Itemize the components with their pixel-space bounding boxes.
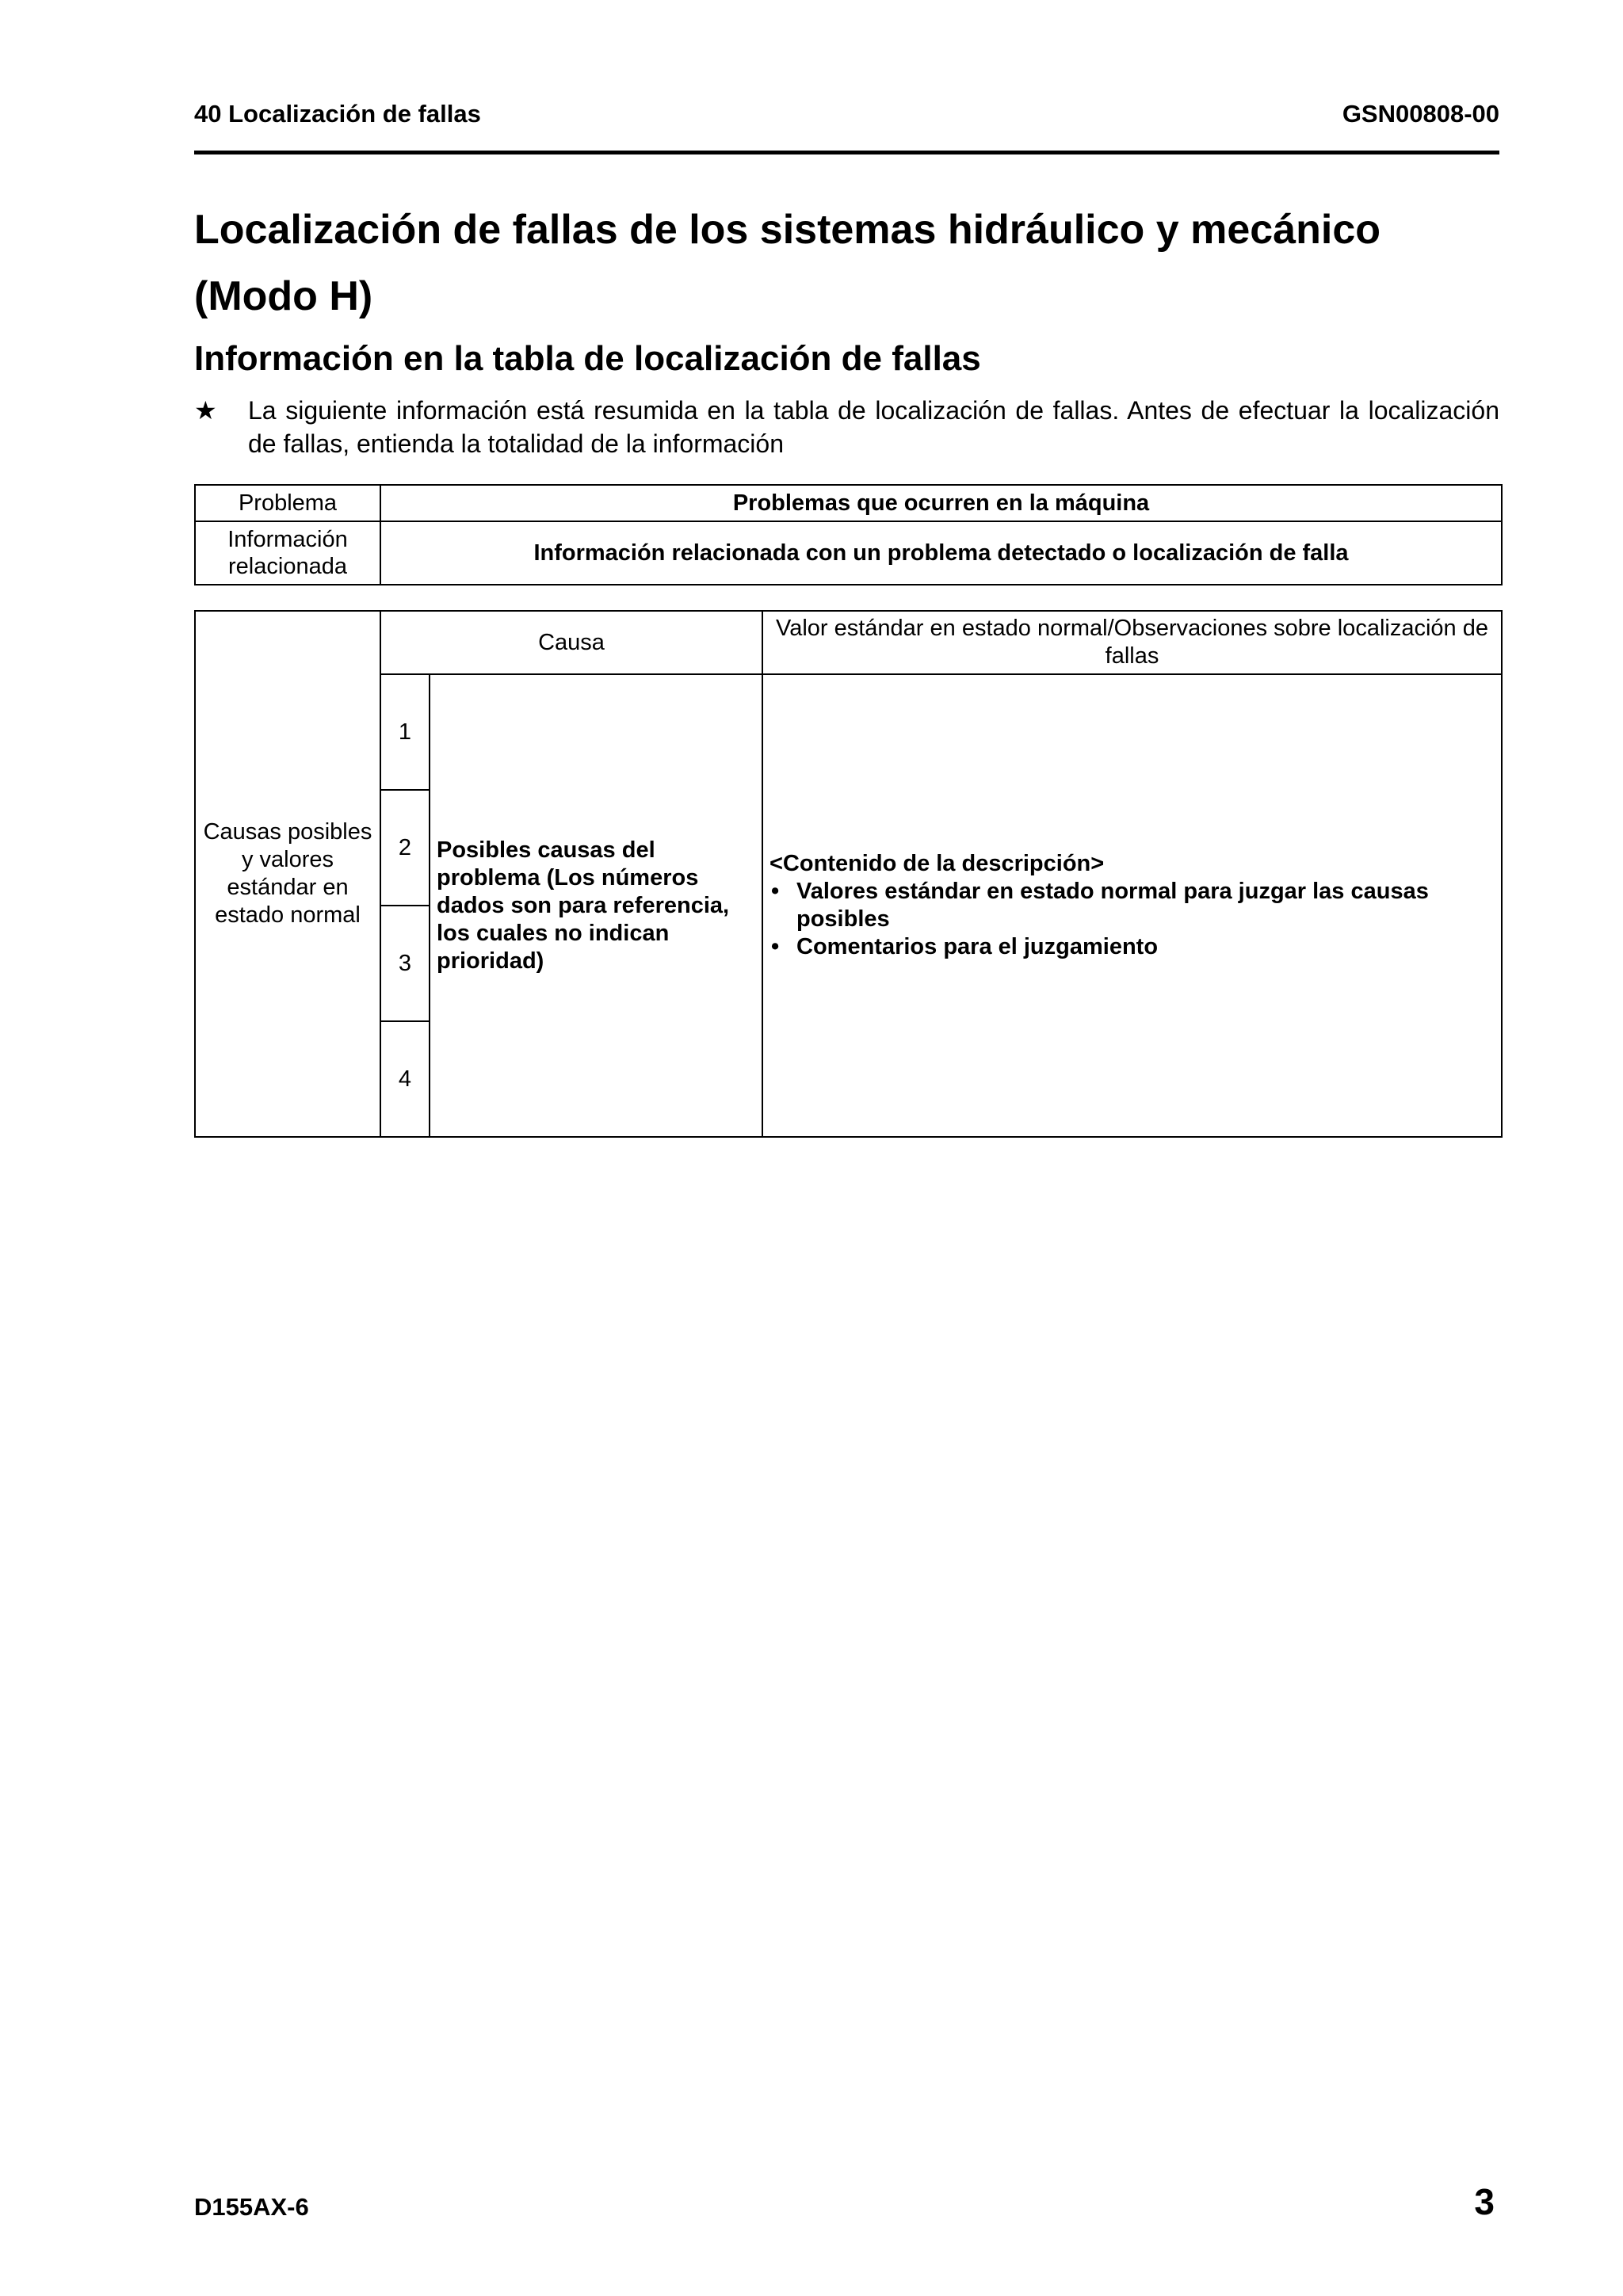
- bullet-icon: •: [771, 934, 780, 959]
- description-item-text: Comentarios para el juzgamiento: [796, 934, 1159, 959]
- cause-number: 3: [380, 906, 430, 1021]
- standard-value-header: Valor estándar en estado normal/Observaciones sobre localización de fallas: [762, 611, 1502, 674]
- related-info-value: Información relacionada con un problema detectado o localización de falla: [380, 521, 1502, 585]
- bullet-icon: •: [771, 879, 780, 904]
- cause-number: 1: [380, 674, 430, 790]
- table-row: [195, 485, 1502, 521]
- header-section: 40 Localización de fallas: [194, 100, 481, 128]
- header-divider: [194, 151, 1499, 154]
- problem-label: Problema: [195, 485, 380, 521]
- page-header: [194, 100, 1499, 127]
- section-subtitle: Información en la tabla de localización de fallas: [194, 339, 981, 378]
- problem-table: [194, 484, 1503, 585]
- page-title: Localización de fallas de los sistemas hidráulico y mecánico (Modo H): [194, 207, 1381, 319]
- possible-causes-text: Posibles causas del problema (Los números dados son para referencia, los cuales no indican prioridad): [430, 674, 762, 1137]
- note-text: La siguiente información está resumida en la tabla de localización de fallas. Antes de efectuar la localización de fallas, entienda la totalidad de la información: [248, 396, 1499, 458]
- description-title: <Contenido de la descripción>: [769, 851, 1105, 876]
- list-item: [769, 933, 1501, 961]
- description-item-text: Valores estándar en estado normal para juzgar las causas posibles: [796, 879, 1429, 932]
- list-item: [769, 878, 1501, 933]
- model-footer: D155AX-6: [194, 2193, 309, 2221]
- cause-number: 2: [380, 790, 430, 906]
- header-document-code: GSN00808-00: [1342, 100, 1499, 128]
- related-info-label: Información relacionada: [195, 521, 380, 585]
- star-icon: ★: [194, 396, 217, 425]
- description-cell: [762, 674, 1502, 1137]
- table-row: [195, 674, 1502, 790]
- causes-side-label: Causas posibles y valores estándar en estado normal: [195, 611, 380, 1137]
- cause-header: Causa: [380, 611, 762, 674]
- cause-number: 4: [380, 1021, 430, 1137]
- table-header-row: [195, 611, 1502, 674]
- page-number: 3: [1474, 2181, 1495, 2222]
- problem-value: Problemas que ocurren en la máquina: [380, 485, 1502, 521]
- causes-table: [194, 610, 1503, 1138]
- table-row: [195, 521, 1502, 585]
- description-list: [769, 878, 1501, 961]
